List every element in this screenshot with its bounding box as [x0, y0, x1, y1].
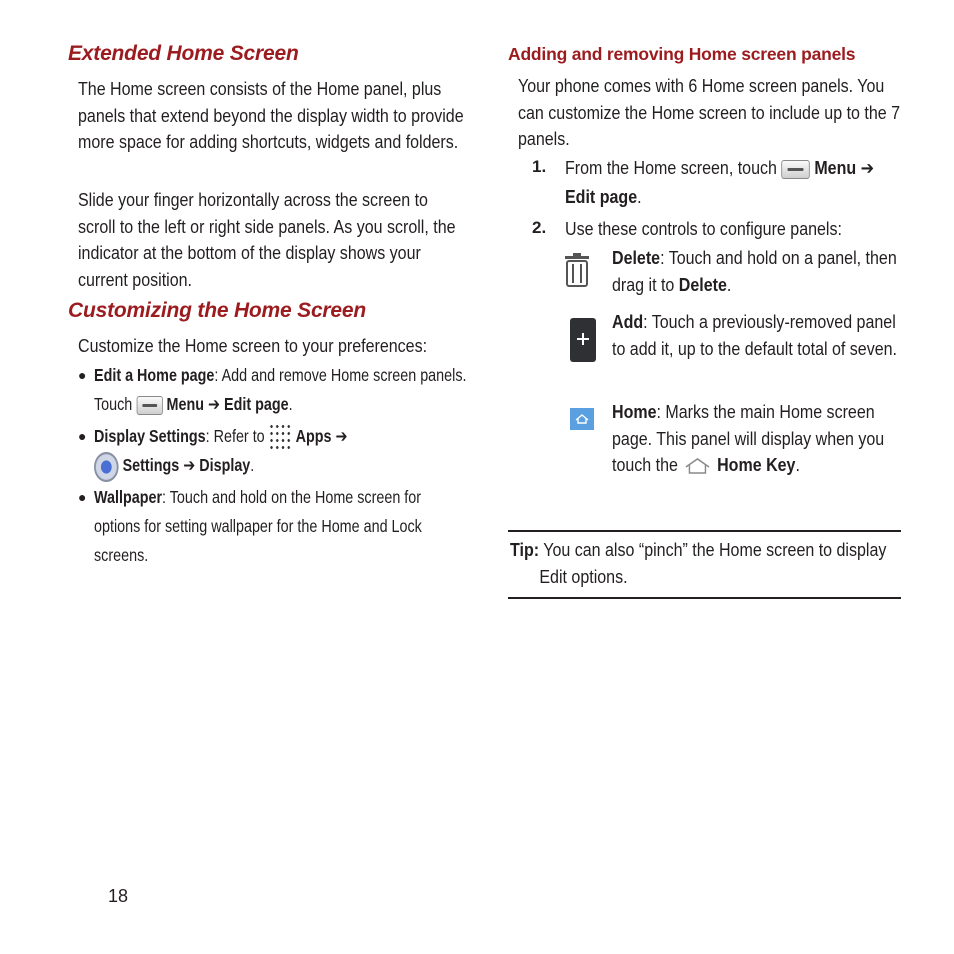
bullet-text: : Touch and hold on the Home screen for options for setting wallpaper for the Home and Lock screens. [94, 487, 422, 565]
control-description: : Touch and hold on a panel, then drag it to [612, 248, 897, 295]
paragraph-panels-intro: Your phone comes with 6 Home screen panels. You can customize the Home screen to include up to the 7 panels. [518, 76, 901, 149]
control-text [612, 309, 906, 362]
paragraph-customize-intro: Customize the Home screen to your preferences: [78, 336, 428, 356]
apps-label: Apps [295, 426, 332, 446]
control-add [508, 309, 904, 393]
page-number: 18 [108, 886, 129, 906]
home-key-label: Home Key [717, 455, 796, 475]
step-text [565, 215, 903, 244]
edit-page-label: Edit page [224, 394, 289, 414]
tip-box [510, 537, 900, 593]
control-text [612, 245, 906, 298]
step-1 [508, 154, 904, 212]
bullet-label-edit-home-page: Edit a Home page [94, 365, 215, 385]
control-label-home: Home [612, 402, 657, 422]
punctuation: . [637, 187, 642, 207]
menu-label: Menu [814, 158, 857, 178]
tip-text: You can also “pinch” the Home screen to display Edit options. [539, 540, 887, 587]
bullet-dot: ● [78, 367, 87, 383]
edit-page-label: Edit page [565, 187, 638, 207]
bullet-label-wallpaper: Wallpaper [94, 487, 163, 507]
tip-label: Tip: [510, 540, 540, 560]
delete-target-label: Delete [678, 274, 727, 295]
tip-text-block [510, 537, 913, 590]
bullet-label-display-settings: Display Settings [94, 426, 206, 446]
trash-icon [564, 253, 590, 287]
home-key-icon [682, 456, 712, 476]
section-title-extended-home: Extended Home Screen [68, 42, 299, 65]
control-description: : Marks the main Home screen page. This panel will display when you touch the [612, 402, 885, 475]
control-delete [508, 245, 904, 305]
control-home [508, 399, 904, 483]
punctuation: . [726, 274, 732, 295]
section-title-adding-removing: Adding and removing Home screen panels [508, 44, 856, 64]
tip-bottom-rule [508, 597, 901, 599]
punctuation: . [250, 455, 255, 476]
menu-icon [781, 160, 809, 179]
bullet-text: : Add and remove Home screen panels. Touch [94, 365, 467, 414]
arrow-glyph: ➔ [183, 455, 196, 476]
step-2 [508, 215, 904, 245]
control-label-add: Add [612, 312, 644, 332]
punctuation: . [795, 455, 800, 475]
bullet-dot: ● [78, 428, 87, 444]
tip-top-rule [508, 530, 901, 532]
step-number: 2. [532, 218, 547, 237]
add-panel-icon [570, 318, 596, 362]
arrow-glyph: ➔ [335, 426, 348, 446]
settings-gear-icon [94, 452, 119, 482]
control-description: : Touch a previously-removed panel to add it, up to the default total of seven. [612, 312, 898, 359]
step-1-text: From the Home screen, touch [565, 158, 777, 178]
apps-icon [269, 423, 292, 451]
punctuation: . [288, 394, 293, 414]
settings-label: Settings [122, 455, 180, 476]
display-label: Display [199, 455, 251, 476]
step-2-text: Use these controls to configure panels: [565, 219, 842, 239]
control-text [612, 399, 906, 479]
section-title-customizing: Customizing the Home Screen [68, 299, 366, 322]
bullet-text: : Refer to [205, 426, 265, 446]
arrow-glyph: ➔ [208, 394, 221, 414]
arrow-glyph: ➔ [860, 158, 875, 178]
paragraph-home-panels: The Home screen consists of the Home panel, plus panels that extend beyond the display width to provide more space for adding shortcuts, widgets and folders. [78, 79, 464, 152]
control-label-delete: Delete [612, 248, 661, 268]
menu-icon [136, 396, 162, 415]
menu-label: Menu [166, 394, 205, 414]
step-text [565, 154, 903, 212]
paragraph-scroll-panels: Slide your finger horizontally across the screen to scroll to the left or right side panels. As you scroll, the indicator at the bottom of the display shows your current position. [78, 190, 456, 290]
step-number: 1. [532, 157, 547, 176]
bullet-dot: ● [78, 489, 87, 505]
home-panel-icon [570, 408, 594, 430]
